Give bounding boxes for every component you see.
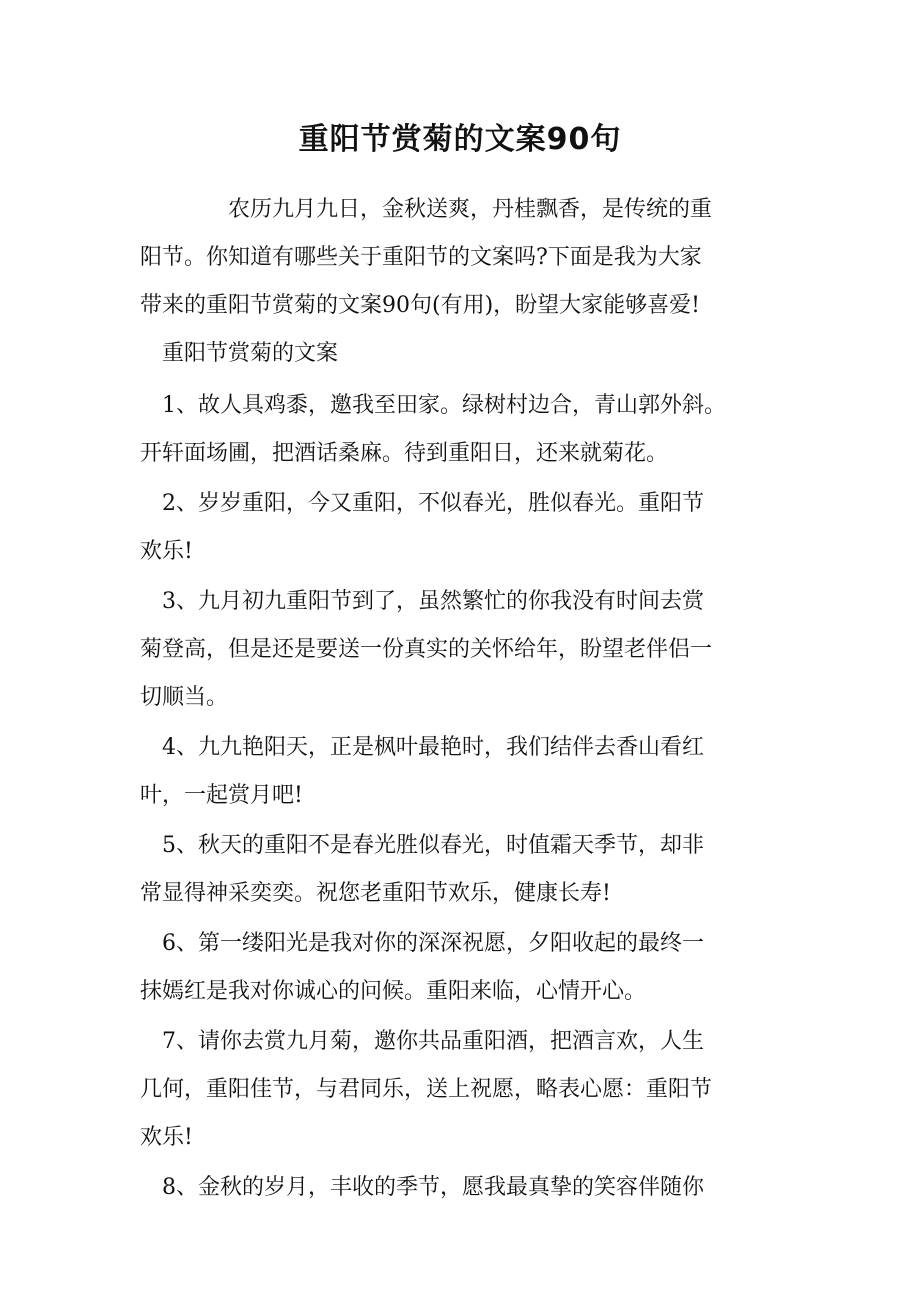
document-title: 重阳节赏菊的文案90句 xyxy=(298,122,622,157)
intro-line-2: 阳节。你知道有哪些关于重阳节的文案吗?下面是我为大家 xyxy=(140,245,702,270)
document-body xyxy=(140,186,780,1212)
intro-line-3: 带来的重阳节赏菊的文案90句(有用)，盼望大家能够喜爱! xyxy=(140,293,701,318)
item-3-line-3: 切顺当。 xyxy=(140,685,229,710)
intro-line-1: 农历九月九日，金秋送爽，丹桂飘香，是传统的重 xyxy=(228,197,713,222)
item-8-line-1: 8、金秋的岁月，丰收的季节，愿我最真挚的笑容伴随你 xyxy=(162,1175,704,1200)
item-3-line-1: 3、九月初九重阳节到了，虽然繁忙的你我没有时间去赏 xyxy=(162,589,704,614)
item-1-line-1: 1、故人具鸡黍，邀我至田家。绿树村边合，青山郭外斜。 xyxy=(162,393,726,418)
item-4-line-1: 4、九九艳阳天，正是枫叶最艳时，我们结伴去香山看红 xyxy=(162,735,704,760)
item-4-line-2: 叶，一起赏月吧! xyxy=(140,783,303,808)
item-5-line-2: 常显得神采奕奕。祝您老重阳节欢乐，健康长寿! xyxy=(140,881,611,906)
item-7-line-2: 几何，重阳佳节，与君同乐，送上祝愿，略表心愿：重阳节 xyxy=(140,1077,713,1102)
section-heading: 重阳节赏菊的文案 xyxy=(162,341,339,366)
item-3-line-2: 菊登高，但是还是要送一份真实的关怀给年，盼望老伴侣一 xyxy=(140,637,713,662)
item-6-line-1: 6、第一缕阳光是我对你的深深祝愿，夕阳收起的最终一 xyxy=(162,931,704,956)
item-6-line-2: 抹嫣红是我对你诚心的问候。重阳来临，心情开心。 xyxy=(140,979,647,1004)
item-5-line-1: 5、秋天的重阳不是春光胜似春光，时值霜天季节，却非 xyxy=(162,833,704,858)
item-2-line-2: 欢乐! xyxy=(140,539,193,564)
item-1-line-2: 开轩面场圃，把酒话桑麻。待到重阳日，还来就菊花。 xyxy=(140,441,669,466)
item-7-line-1: 7、请你去赏九月菊，邀你共品重阳酒，把酒言欢，人生 xyxy=(162,1029,704,1054)
item-2-line-1: 2、岁岁重阳，今又重阳，不似春光，胜似春光。重阳节 xyxy=(162,491,704,516)
item-7-line-3: 欢乐! xyxy=(140,1125,193,1150)
